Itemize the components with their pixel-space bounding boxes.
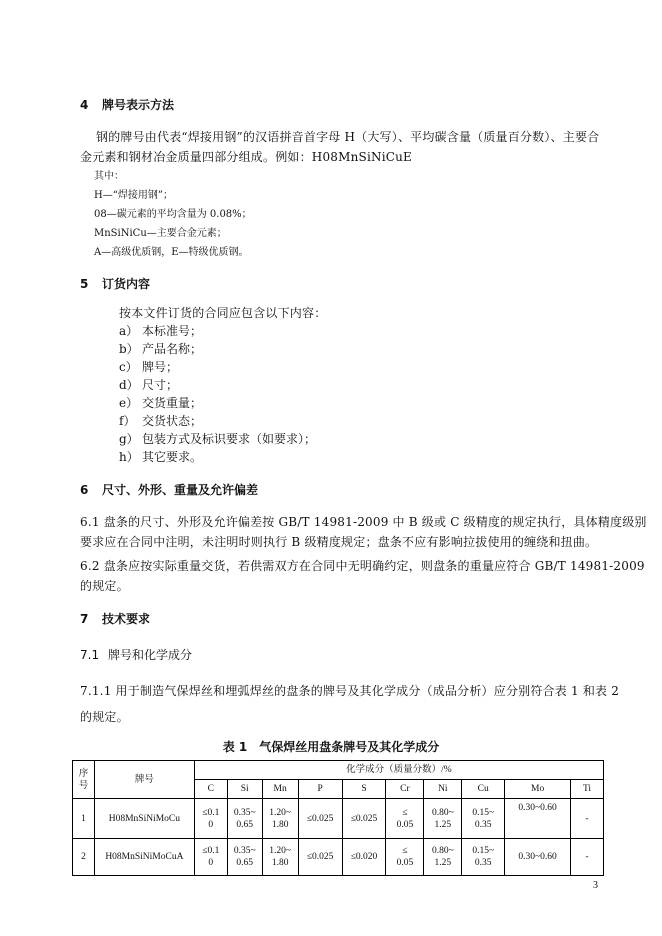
- section-title: 尺寸、外形、重量及允许偏差: [102, 483, 259, 497]
- list-marker: h）: [119, 450, 139, 464]
- cell-mn: 1.20~ 1.80: [262, 799, 298, 839]
- note-line: 其中：: [94, 171, 124, 182]
- paragraph-line: 的规定。: [80, 579, 129, 593]
- paragraph-line: 6.2 盘条应按实际重量交货，若供需双方在合同中无明确约定，则盘条的重量应符合 GB/T 14981-2009: [80, 559, 645, 573]
- list-text: 其它要求。: [142, 450, 203, 464]
- section-number: 5: [80, 277, 89, 291]
- cell-seq: 2: [73, 839, 95, 876]
- paragraph-line: 7.1.1 用于制造气保焊丝和埋弧焊丝的盘条的牌号及其化学成分（成品分析）应分别符合表 1 和表 2: [80, 684, 620, 698]
- subsection-number: 7.1: [80, 648, 100, 662]
- list-text: 交货重量；: [142, 396, 203, 410]
- paragraph-line: 的规定。: [80, 710, 129, 724]
- header-element: S: [342, 780, 386, 799]
- composition-table: [72, 760, 604, 876]
- section-number: 7: [80, 612, 89, 626]
- cell-si: 0.35~ 0.65: [227, 839, 262, 876]
- list-item: [119, 322, 202, 339]
- cell-c: ≤0.1 0: [194, 839, 227, 876]
- table-row: [73, 839, 604, 876]
- cell-si: 0.35~ 0.65: [227, 799, 262, 839]
- cell-c: ≤0.1 0: [194, 799, 227, 839]
- list-text: 牌号；: [142, 360, 179, 374]
- cell-grade: H08MnSiNiMoCuA: [94, 839, 194, 876]
- cell-mn: 1.20~ 1.80: [262, 839, 298, 876]
- section-5-heading: [80, 275, 150, 292]
- header-grade: 牌号: [94, 761, 194, 799]
- list-text: 产品名称；: [142, 342, 203, 356]
- paragraph-line: 钢的牌号由代表“焊接用钢”的汉语拼音首字母 H（大写）、平均碳含量（质量百分数）、主要合: [96, 130, 600, 144]
- header-element: Ti: [571, 780, 604, 799]
- section-number: 4: [80, 98, 89, 112]
- cell-grade: H08MnSiNiMoCu: [94, 799, 194, 839]
- list-marker: a）: [119, 324, 139, 338]
- list-intro: 按本文件订货的合同应包含以下内容：: [119, 306, 327, 320]
- cell-cu: 0.15~ 0.35: [462, 839, 505, 876]
- list-text: 本标准号；: [142, 324, 203, 338]
- note-line: H—“焊接用钢”；: [94, 190, 173, 201]
- list-marker: f）: [119, 414, 136, 428]
- list-item: [119, 448, 202, 465]
- header-composition-group: 化学成分（质量分数）/%: [194, 761, 603, 780]
- section-4-heading: [80, 96, 174, 113]
- page-number: 3: [593, 880, 598, 891]
- table-header-row: [73, 761, 604, 780]
- list-marker: c）: [119, 360, 138, 374]
- note-line: MnSiNiCu—主要合金元素；: [94, 228, 227, 239]
- list-item: [119, 358, 178, 375]
- cell-s: ≤0.025: [342, 799, 386, 839]
- list-text: 包装方式及标识要求（如要求）；: [142, 432, 317, 446]
- header-element: Si: [227, 780, 262, 799]
- header-seq: 序 号: [73, 761, 95, 799]
- cell-p: ≤0.025: [298, 799, 342, 839]
- header-element: P: [298, 780, 342, 799]
- list-item: [119, 430, 316, 447]
- section-7-heading: [80, 610, 150, 627]
- list-marker: b）: [119, 342, 139, 356]
- cell-seq: 1: [73, 799, 95, 839]
- section-title: 技术要求: [102, 612, 151, 626]
- list-item: [119, 340, 202, 357]
- cell-cr: ≤ 0.05: [386, 799, 424, 839]
- list-item: [119, 412, 202, 429]
- cell-s: ≤0.020: [342, 839, 386, 876]
- note-line: 08—碳元素的平均含量为 0.08%；: [94, 209, 252, 220]
- subsection-title: 牌号和化学成分: [108, 648, 193, 662]
- header-element: Ni: [424, 780, 462, 799]
- cell-p: ≤0.025: [298, 839, 342, 876]
- list-text: 尺寸；: [142, 378, 179, 392]
- cell-cu: 0.15~ 0.35: [462, 799, 505, 839]
- cell-ti: -: [571, 799, 604, 839]
- list-marker: g）: [119, 432, 139, 446]
- table-caption: 表 1 气保焊丝用盘条牌号及其化学成分: [222, 740, 440, 754]
- paragraph-line: 金元素和钢材冶金质量四部分组成。例如：H08MnSiNiCuE: [80, 150, 413, 164]
- section-title: 订货内容: [102, 277, 151, 291]
- cell-ni: 0.80~ 1.25: [424, 799, 462, 839]
- header-element: Cu: [462, 780, 505, 799]
- list-item: [119, 394, 202, 411]
- header-element: Mo: [505, 780, 571, 799]
- section-6-heading: [80, 481, 258, 498]
- header-element: Cr: [386, 780, 424, 799]
- list-marker: d）: [119, 378, 139, 392]
- section-number: 6: [80, 483, 89, 497]
- subsection-7-1-heading: [80, 646, 192, 663]
- list-marker: e）: [119, 396, 139, 410]
- paragraph-line: 要求应在合同中注明，未注明时则执行 B 级精度规定；盘条不应有影响拉拔使用的缠绕和扭曲。: [80, 535, 598, 549]
- cell-mo: 0.30~0.60: [505, 799, 571, 839]
- cell-cr: ≤ 0.05: [386, 839, 424, 876]
- table-row: [73, 799, 604, 839]
- header-element: Mn: [262, 780, 298, 799]
- section-title: 牌号表示方法: [102, 98, 175, 112]
- list-item: [119, 376, 178, 393]
- list-text: 交货状态；: [142, 414, 203, 428]
- cell-mo: 0.30~0.60: [505, 839, 571, 876]
- cell-ni: 0.80~ 1.25: [424, 839, 462, 876]
- header-element: C: [194, 780, 227, 799]
- note-line: A—高级优质钢，E—特级优质钢。: [94, 247, 249, 258]
- paragraph-line: 6.1 盘条的尺寸、外形及允许偏差按 GB/T 14981-2009 中 B 级或 C 级精度的规定执行，具体精度级别: [80, 515, 647, 529]
- cell-ti: -: [571, 839, 604, 876]
